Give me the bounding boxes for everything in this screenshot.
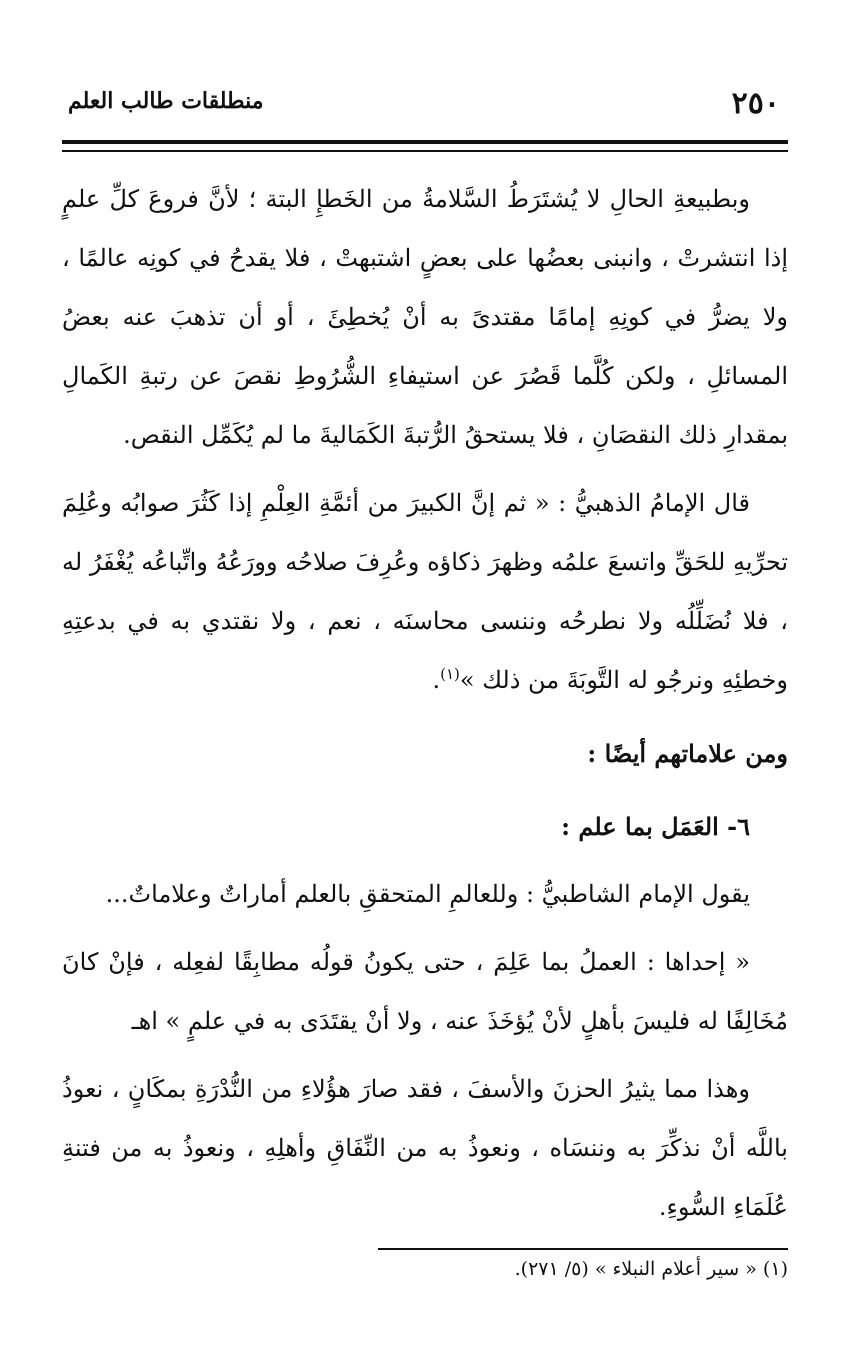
running-title: منطلقات طالب العلم — [68, 88, 264, 114]
page-number: ٢٥٠ — [731, 86, 780, 121]
paragraph-1: وبطبيعةِ الحالِ لا يُشتَرَطُ السَّلامةُ من الخَطإِ البتة ؛ لأنَّ فروعَ كلِّ علمٍ إذا انتشرتْ ، وانبنى بعضُها على بعضٍ اشتبهتْ ، فلا يقدحُ في كونِه عالمًا ، ولا يضرُّ في كونِهِ إمامًا مقتدىً به أنْ يُخطِئَ ، أو أن تذهبَ عنه بعضُ المسائلِ ، ولكن كُلَّما قَصُرَ عن استيفاءِ الشُّرُوطِ نقصَ عن رتبةِ الكَمالِ بمقدارِ ذلك النقصَانِ ، فلا يستحقُ الرُّتبةَ الكَمَاليةَ ما لم يُكَمِّل النقص. — [62, 185, 788, 449]
header-rule-thick — [62, 140, 788, 144]
main-text — [62, 170, 788, 1237]
page-header — [62, 82, 788, 122]
footnote-separator — [378, 1248, 788, 1250]
paragraph-5: وهذا مما يثيرُ الحزنَ والأسفَ ، فقد صارَ هؤُلاءِ من النُّدْرَةِ بمكَانٍ ، نعوذُ باللَّه أنْ نذكِّرَ به وننسَاه ، ونعوذُ به من النِّفَاقِ وأهلِهِ ، ونعوذُ به من فتنةِ عُلَمَاءِ السُّوءِ. — [62, 1075, 788, 1221]
dhahabi-quote: قال الإمامُ الذهبيُّ : « ثم إنَّ الكبيرَ من أئمَّةِ العِلْمِ إذا كَثُرَ صوابُه وعُلِمَ تحرِّيهِ للحَقِّ واتسعَ علمُه وظهرَ ذكاؤه وعُرِفَ صلاحُه وورَعُهُ واتِّباعُه يُغْفَرُ له ، فلا نُضَلِّلُه ولا نطرحُه وننسى محاسنَه ، نعم ، ولا نقتدي به في بدعتِهِ وخطئِهِ ونرجُو له التَّوبَةَ من ذلك » — [62, 489, 788, 694]
subsection-heading: ٦- العَمَل بما علم : — [561, 812, 750, 841]
section-heading: ومن علاماتهم أيضًا : — [587, 739, 788, 768]
paragraph-2 — [62, 474, 788, 710]
quote-end: . — [432, 666, 441, 694]
paragraph-3: يقول الإمام الشاطبيُّ : وللعالمِ المتحققِ بالعلم أماراتٌ وعلاماتٌ... — [105, 880, 750, 908]
footnote-reference: (١) — [440, 665, 460, 683]
footnote: (١) « سير أعلام النبلاء » (٥/ ٢٧١). — [514, 1258, 788, 1280]
header-rule-thin — [62, 150, 788, 152]
paragraph-4: « إحداها : العملُ بما عَلِمَ ، حتى يكونُ قولُه مطابِقًا لفعِله ، فإنْ كانَ مُخَالِفًا له فليسَ بأهلٍ لأنْ يُؤخَذَ عنه ، ولا أنْ يقتَدَى به في علمٍ » اهـ — [62, 948, 788, 1035]
